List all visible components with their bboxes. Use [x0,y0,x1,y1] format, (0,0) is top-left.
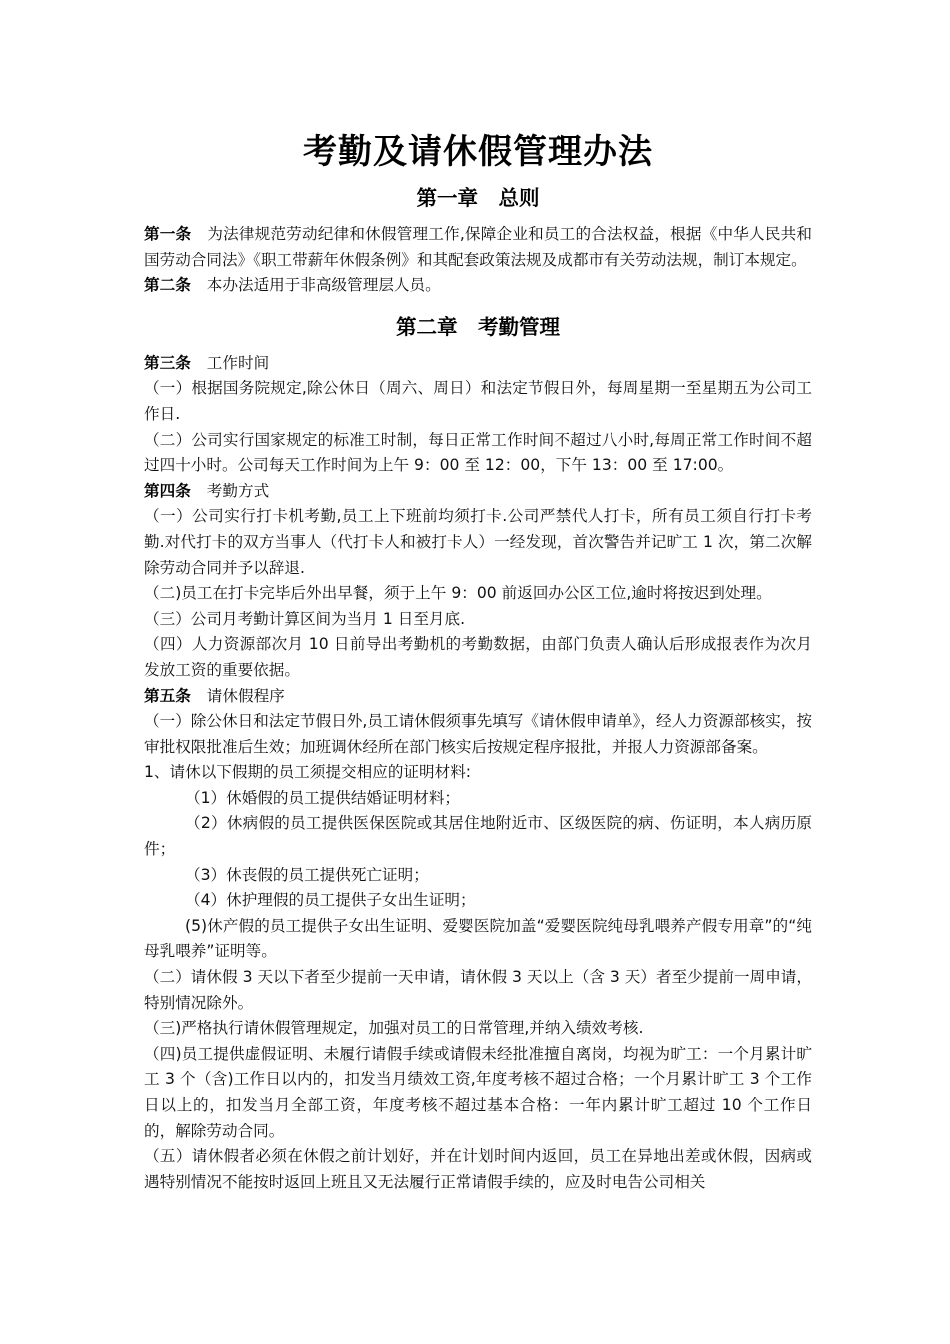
clause-paragraph [144,1144,812,1195]
article-label: 第四条 [144,481,191,500]
paragraph-text: （3）休丧假的员工提供死亡证明； [185,865,429,884]
paragraph-text: （四）人力资源部次月 10 日前导出考勤机的考勤数据，由部门负责人确认后形成报表作为次月发放工资的重要依据。 [144,635,812,679]
clause-paragraph [144,1016,812,1042]
chapter-title: 第二章 考勤管理 [396,314,560,339]
article-label: 第一条 [144,225,192,243]
clause-paragraph [144,1042,812,1144]
chapter-2-body [144,351,812,1196]
article-paragraph [144,273,812,299]
clause-paragraph [144,863,812,889]
paragraph-text: （四)员工提供虚假证明、未履行请假手续或请假未经批准擅自离岗，均视为旷工：一个月累计旷工 3 个（含)工作日以内的，扣发当月绩效工资,年度考核不超过合格；一个月累计旷工 3 个工作日以上的，扣发当月全部工资，年度考核不超过基本合格：一年内累计旷工超过 10 个工作日的，解除劳动合同。 [144,1044,812,1140]
paragraph-text: （一）根据国务院规定,除公休日（周六、周日）和法定节假日外，每周星期一至星期五为公司工作日. [144,379,812,423]
clause-paragraph [144,965,812,1016]
chapter-title: 第一章 总则 [416,186,540,210]
clause-paragraph [144,914,812,965]
paragraph-text: （二）请休假 3 天以下者至少提前一天申请，请休假 3 天以上（含 3 天）者至少提前一周申请，特别情况除外。 [144,968,812,1012]
clause-paragraph [144,428,812,479]
paragraph-text: （一）除公休日和法定节假日外,员工请休假须事先填写《请休假申请单》，经人力资源部核实，按审批权限批准后生效；加班调休经所在部门核实后按规定程序报批，并报人力资源部备案。 [144,712,812,756]
article-label: 第五条 [144,686,191,705]
paragraph-text: （二）公司实行国家规定的标准工时制，每日正常工作时间不超过八小时,每周正常工作时间不超过四十小时。公司每天工作时间为上午 9：00 至 12：00，下午 13：00 至 17:00。 [144,430,812,475]
clause-paragraph [144,786,812,812]
paragraph-text: 为法律规范劳动纪律和休假管理工作,保障企业和员工的合法权益，根据《中华人民共和国劳动合同法》《职工带薪年休假条例》和其配套政策法规及成都市有关劳动法规，制订本规定。 [144,225,812,269]
clause-paragraph [144,811,812,862]
paragraph-text: 本办法适用于非高级管理层人员。 [206,276,441,295]
paragraph-text: 1、请休以下假期的员工须提交相应的证明材料: [144,763,472,782]
paragraph-text: （4）休护理假的员工提供子女出生证明； [185,891,476,910]
clause-paragraph [144,504,812,581]
article-paragraph [144,479,812,505]
clause-paragraph [144,632,812,683]
article-paragraph [144,351,812,377]
paragraph-text: （一）公司实行打卡机考勤,员工上下班前均须打卡.公司严禁代人打卡，所有员工须自行打卡考勤.对代打卡的双方当事人（代打卡人和被打卡人）一经发现，首次警告并记旷工 1 次，第二次解除劳动合同并予以辞退. [144,507,812,577]
document-title: 考勤及请休假管理办法 [303,132,653,172]
clause-paragraph [144,607,812,633]
article-paragraph [144,222,812,273]
article-paragraph [144,684,812,710]
article-label: 第三条 [144,353,191,372]
paragraph-text: （三）公司月考勤计算区间为当月 1 日至月底. [144,609,466,628]
clause-paragraph [144,888,812,914]
paragraph-text: 工作时间 [206,353,270,372]
paragraph-text: （二)员工在打卡完毕后外出早餐，须于上午 9：00 前返回办公区工位,逾时将按迟到处理。 [144,584,772,603]
paragraph-text: 考勤方式 [206,481,270,500]
clause-paragraph [144,760,812,786]
paragraph-text: （2）休病假的员工提供医保医院或其居住地附近市、区级医院的病、伤证明，本人病历原件； [144,814,812,859]
clause-paragraph [144,709,812,760]
chapter-1-body [144,222,812,299]
paragraph-text: 请休假程序 [206,686,285,705]
article-label: 第二条 [144,276,191,295]
paragraph-text: （五）请休假者必须在休假之前计划好，并在计划时间内返回，员工在异地出差或休假，因病或遇特别情况不能按时返回上班且又无法履行正常请假手续的，应及时电告公司相关 [144,1147,812,1191]
document-content [144,128,812,1195]
clause-paragraph [144,581,812,607]
clause-paragraph [144,376,812,427]
paragraph-text: （三)严格执行请休假管理规定，加强对员工的日常管理,并纳入绩效考核. [144,1019,644,1038]
paragraph-text: （1）休婚假的员工提供结婚证明材料； [185,788,461,807]
paragraph-text: (5)休产假的员工提供子女出生证明、爱婴医院加盖“爱婴医院纯母乳喂养产假专用章”的“纯母乳喂养”证明等。 [144,916,812,961]
